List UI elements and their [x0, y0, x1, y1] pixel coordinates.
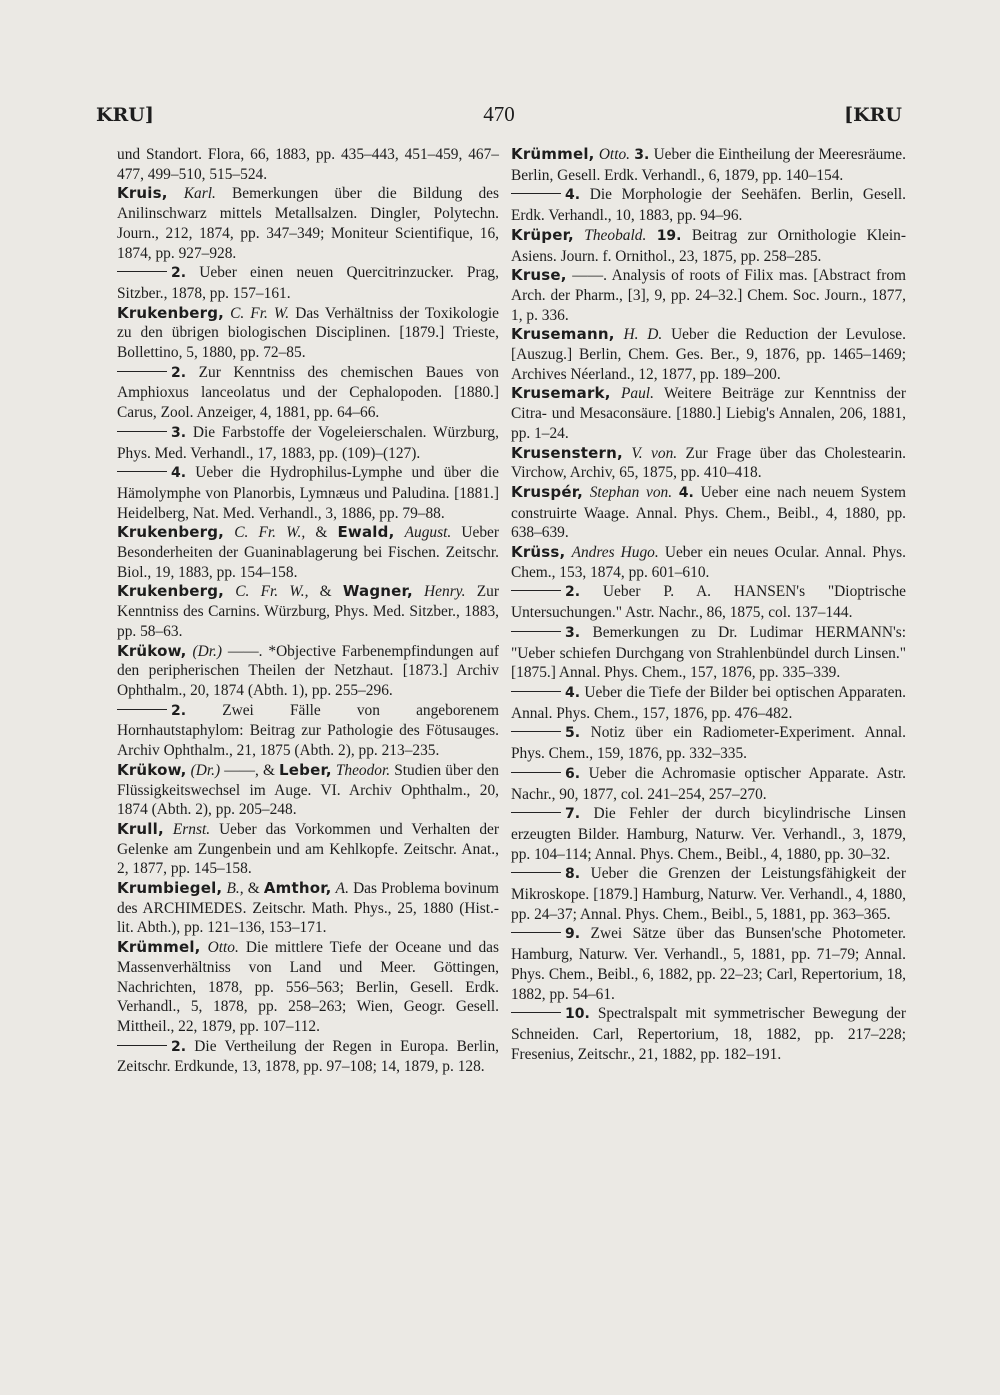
bibliography-entry: [511, 924, 906, 1004]
author-surname: Krukenberg,: [117, 303, 225, 322]
entry-text: Ueber einen neuen Quercitrinzucker. Prag, Sitzber., 1878, pp. 157–161.: [117, 264, 499, 302]
entry-number: 3.: [565, 624, 581, 641]
entry-number: 6.: [565, 765, 581, 782]
author-given-name: Karl.: [183, 185, 216, 203]
bibliography-entry: [117, 523, 499, 582]
author-surname: Krumbiegel,: [117, 879, 223, 898]
ditto-dash: [511, 1012, 561, 1013]
entry-number: 2.: [565, 584, 581, 601]
bibliography-entry: [117, 1037, 499, 1077]
entry-text: Ueber eine nach neuem System construirte Waage. Annal. Phys. Chem., Beibl., 4, 1880, pp. 638–639.: [511, 483, 906, 542]
entry-text: Beitrag zur Ornithologie Klein-Asiens. Journ. f. Ornithol., 23, 1875, pp. 258–285.: [511, 226, 906, 265]
bibliography-entry: [117, 642, 499, 701]
entry-text: Zur Kenntniss des chemischen Baues von Amphioxus lanceolatus und der Cephalopoden. [1880.] Carus, Zool. Anzeiger, 4, 1881, pp. 64–66.: [117, 363, 499, 422]
bibliography-entry: [511, 444, 906, 483]
page-number: 470: [483, 102, 515, 126]
entry-text: Ueber das Vorkommen und Verhalten der Gelenke am Zungenbein und am Kehlkopfe. Zeitschr. Anat., 2, 1877, pp. 145–158.: [117, 820, 499, 878]
entry-number: 8.: [565, 866, 581, 883]
author-given-name: (Dr.): [192, 642, 222, 660]
right-column: [511, 145, 906, 1064]
entry-text: Ueber die Achromasie optischer Apparate. Astr. Nachr., 90, 1877, col. 241–254, 257–270.: [511, 764, 906, 803]
entry-text: Ueber die Eintheilung der Meeresräume. Berlin, Gesell. Erdk. Verhandl., 6, 1879, pp. 140–154.: [511, 146, 906, 184]
entry-text: Die mittlere Tiefe der Oceane und das Massenverhältniss von Land und Meer. Göttingen, Nachrichten, 1878, pp. 556–563; Berlin, Gesell. Erdk. Verhandl., 5, 1878, pp. 258–263; Wien, Geogr. Gesell. Mittheil., 22, 1879, pp. 107–112.: [117, 939, 499, 1035]
ditto-dash: [511, 691, 561, 692]
author-surname: Krümmel,: [117, 938, 201, 957]
entry-number: 3.: [634, 147, 650, 163]
coauthor-given-name: August.: [404, 524, 452, 542]
coauthor-join: ——, &: [224, 761, 279, 779]
entry-text: Notiz über ein Radiometer-Experiment. Annal. Phys. Chem., 159, 1876, pp. 332–335.: [511, 724, 906, 763]
entry-text: Die Morphologie der Seehäfen. Berlin, Gesell. Erdk. Verhandl., 10, 1883, pp. 94–96.: [511, 186, 906, 225]
bibliography-entry: [511, 543, 906, 582]
author-given-name: V. von.: [631, 444, 678, 462]
entry-number: 4.: [678, 484, 694, 501]
bibliography-entry: [511, 325, 906, 384]
running-header: [96, 100, 902, 134]
ditto-dash: [117, 371, 167, 372]
entry-number: 19.: [656, 227, 682, 244]
bibliography-entry: [117, 184, 499, 263]
bibliography-entry: [117, 582, 499, 641]
entry-number: 3.: [171, 424, 187, 441]
bibliography-entry: [511, 804, 906, 864]
entry-number: 9.: [565, 926, 581, 943]
entry-number: 2.: [171, 364, 187, 381]
header-right: [KRU: [844, 104, 902, 126]
entry-text: Ueber die Reduction der Levulose. [Auszug.] Berlin, Chem. Ges. Ber., 9, 1876, pp. 1465–1469; Archives Néerland., 12, 1877, pp. 189–200.: [511, 326, 906, 383]
ditto-dash: [511, 872, 561, 873]
bibliography-entry: [511, 864, 906, 924]
entry-number: 4.: [565, 187, 581, 204]
entry-text: ——. Analysis of roots of Filix mas. [Abstract from Arch. der Pharm., [3], 9, pp. 24–32.] Chem. Soc. Journ., 1877, 1, p. 336.: [511, 267, 906, 324]
author-given-name: B.,: [226, 880, 244, 898]
entry-text: Die Fehler der durch bicylindrische Linsen erzeugten Bilder. Hamburg, Naturw. Ver. Verhandl., 3, 1879, pp. 104–114; Annal. Phys. Chem., Beibl., 4, 1880, pp. 30–32.: [511, 805, 906, 863]
bibliography-entry: [511, 1004, 906, 1064]
coauthor-join: &: [315, 524, 338, 542]
entry-text: Spectralspalt mit symmetrischer Bewegung der Schneiden. Carl, Repertorium, 18, 1882, pp. 217–228; Fresenius, Zeitschr., 21, 1882, pp. 182–191.: [511, 1005, 906, 1063]
entry-text: Die Farbstoffe der Vogeleierschalen. Würzburg, Phys. Med. Verhandl., 17, 1883, pp. (109)–(127).: [117, 423, 499, 462]
bibliography-entry: [117, 304, 499, 363]
coauthor-join: &: [247, 880, 264, 898]
entry-text: und Standort. Flora, 66, 1883, pp. 435–443, 451–459, 467–477, 499–510, 515–524.: [117, 146, 499, 183]
author-surname: Krukenberg,: [117, 523, 225, 542]
entry-text: Studien über den Flüssigkeitswechsel im Auge. VI. Archiv Ophthalm., 20, 1874 (Abth. 2), pp. 205–248.: [117, 761, 499, 819]
entry-text: Zur Kenntniss des Carnins. Würzburg, Phys. Med. Sitzber., 1883, pp. 58–63.: [117, 583, 499, 640]
entry-number: 7.: [565, 806, 581, 823]
coauthor-surname: Amthor,: [263, 879, 332, 898]
entry-text: Ueber die Tiefe der Bilder bei optischen Apparaten. Annal. Phys. Chem., 157, 1876, pp. 476–482.: [511, 683, 906, 722]
author-surname: Krümmel,: [511, 145, 595, 163]
ditto-dash: [117, 271, 167, 272]
entry-text: Ueber Besonderheiten der Guaninablagerung bei Fischen. Zeitschr. Biol., 19, 1883, pp. 154–158.: [117, 524, 499, 581]
author-surname: Krükow,: [117, 641, 187, 660]
bibliography-entry: [511, 683, 906, 723]
author-given-name: C. Fr. W.,: [235, 583, 309, 601]
bibliography-entry: [117, 938, 499, 1037]
bibliography-entry: [511, 185, 906, 225]
bibliography-entry: [117, 879, 499, 938]
bibliography-entry: [511, 764, 906, 804]
author-surname: Krükow,: [117, 760, 187, 779]
bibliography-entry: [511, 582, 906, 622]
coauthor-surname: Ewald,: [337, 523, 395, 542]
ditto-dash: [511, 193, 561, 194]
author-surname: Kruis,: [117, 184, 168, 203]
entry-number: 4.: [171, 465, 187, 482]
author-given-name: (Dr.): [190, 761, 221, 779]
bibliography-entry: [511, 145, 906, 185]
ditto-dash: [511, 812, 561, 813]
author-given-name: Paul.: [621, 385, 654, 403]
entry-text: ——. *Objective Farbenempfindungen auf den peripherischen Theilen der Netzhaut. [1873.] Archiv Ophthalm., 20, 1874 (Abth. 1), pp. 255–296.: [117, 642, 499, 699]
author-given-name: Otto.: [207, 939, 239, 957]
entry-text: Ueber P. A. HANSEN's "Dioptrische Untersuchungen." Astr. Nachr., 86, 1875, col. 137–144.: [511, 583, 906, 622]
entry-text: Zwei Sätze über das Bunsen'sche Photometer. Hamburg, Naturw. Ver. Verhandl., 5, 1881, pp. 71–79; Annal. Phys. Chem., Beibl., 6, 1882, pp. 22–23; Carl, Repertorium, 18, 1882, pp. 54–61.: [511, 925, 906, 1003]
header-left: KRU]: [96, 104, 154, 126]
coauthor-join: &: [319, 583, 343, 601]
entry-text: Das Verhältniss der Toxikologie zu den übrigen biologischen Disciplinen. [1879.] Trieste, Bollettino, 5, 1880, pp. 72–85.: [117, 304, 499, 362]
bibliography-entry: [117, 463, 499, 523]
entry-number: 5.: [565, 725, 581, 742]
bibliography-entry: [511, 623, 906, 683]
ditto-dash: [117, 431, 167, 432]
author-surname: Krusemark,: [511, 384, 611, 403]
entry-text: Zur Frage über das Cholestearin. Virchow, Archiv, 65, 1875, pp. 410–418.: [511, 444, 906, 482]
entry-text: Zwei Fälle von angeborenem Hornhautstaphylom: Beitrag zur Pathologie des Fötusauges. Archiv Ophthalm., 21, 1875 (Abth. 2), pp. 213–235.: [117, 701, 499, 760]
entry-number: 4.: [565, 684, 581, 701]
author-given-name: C. Fr. W.,: [234, 524, 306, 542]
author-surname: Krusenstern,: [511, 443, 623, 462]
bibliography-entry: [511, 384, 906, 443]
entry-text: Ueber die Hydrophilus-Lymphe und über die Hämolymphe von Planorbis, Lymnæus und Paludina. [1881.] Heidelberg, Nat. Med. Verhandl., 3, 1886, pp. 79–88.: [117, 464, 499, 522]
bibliography-entry: [117, 761, 499, 820]
coauthor-surname: Wagner,: [342, 582, 413, 601]
bibliography-entry: [511, 723, 906, 763]
coauthor-given-name: Henry.: [424, 583, 466, 601]
ditto-dash: [511, 590, 561, 591]
ditto-dash: [117, 1045, 167, 1046]
ditto-dash: [117, 709, 167, 710]
bibliography-entry: [117, 263, 499, 303]
coauthor-surname: Leber,: [279, 760, 332, 779]
entry-text: Das Problema bovinum des ARCHIMEDES. Zeitschr. Math. Phys., 25, 1880 (Hist.-lit. Abth.), pp. 121–136, 153–171.: [117, 880, 499, 937]
author-given-name: H. D.: [623, 326, 663, 344]
author-surname: Krüss,: [511, 543, 566, 562]
ditto-dash: [511, 631, 561, 632]
author-given-name: Otto.: [598, 146, 631, 163]
entry-text: Ueber die Grenzen der Leistungsfähigkeit der Mikroskope. [1879.] Hamburg, Naturw. Ver. Verhandl., 4, 1880, pp. 24–37; Annal. Phys. Chem., Beibl., 5, 1881, pp. 363–365.: [511, 865, 906, 923]
entry-number: 2.: [171, 1038, 187, 1055]
ditto-dash: [117, 471, 167, 472]
bibliography-entry: [117, 423, 499, 463]
bibliography-entry: [117, 363, 499, 423]
entry-number: 2.: [171, 265, 187, 282]
left-column: [117, 145, 499, 1077]
bibliography-entry: [117, 145, 499, 184]
bibliography-entry: [511, 266, 906, 325]
author-surname: Krusemann,: [511, 325, 615, 344]
author-surname: Krüper,: [511, 225, 574, 244]
ditto-dash: [511, 731, 561, 732]
author-surname: Kruse,: [511, 266, 567, 285]
author-given-name: C. Fr. W.: [230, 304, 290, 322]
coauthor-given-name: A.: [335, 880, 349, 898]
bibliography-entry: [511, 226, 906, 266]
coauthor-given-name: Theodor.: [335, 761, 391, 779]
entry-number: 10.: [565, 1006, 590, 1023]
author-surname: Krukenberg,: [117, 582, 225, 601]
ditto-dash: [511, 772, 561, 773]
author-given-name: Stephan von.: [589, 483, 673, 501]
entry-number: 2.: [171, 702, 187, 719]
author-surname: Krull,: [117, 819, 164, 838]
author-given-name: Andres Hugo.: [571, 544, 659, 562]
entry-text: Bemerkungen zu Dr. Ludimar HERMANN's: "Ueber schiefen Durchgang von Strahlenbündel durch Linsen." [1875.] Annal. Phys. Chem., 157, 1876, pp. 335–339.: [511, 623, 906, 682]
author-given-name: Theobald.: [584, 226, 647, 244]
bibliography-entry: [117, 701, 499, 761]
bibliography-entry: [117, 820, 499, 879]
entry-text: Bemerkungen über die Bildung des Anilinschwarz mittels Metallsalzen. Dingler, Polytechn. Journ., 212, 1874, pp. 347–349; Moniteur Scientifique, 16, 1874, pp. 927–928.: [117, 185, 499, 262]
entry-text: Weitere Beiträge zur Kenntniss der Citra- und Mesaconsäure. [1880.] Liebig's Annalen, 206, 1881, pp. 1–24.: [511, 385, 906, 442]
ditto-dash: [511, 932, 561, 933]
author-surname: Kruspér,: [511, 482, 584, 501]
bibliography-entry: [511, 483, 906, 543]
entry-text: Die Vertheilung der Regen in Europa. Berlin, Zeitschr. Erdkunde, 13, 1878, pp. 97–108; 14, 1879, p. 128.: [117, 1037, 499, 1076]
author-given-name: Ernst.: [172, 820, 211, 838]
entry-text: Ueber ein neues Ocular. Annal. Phys. Chem., 153, 1874, pp. 601–610.: [511, 544, 906, 581]
